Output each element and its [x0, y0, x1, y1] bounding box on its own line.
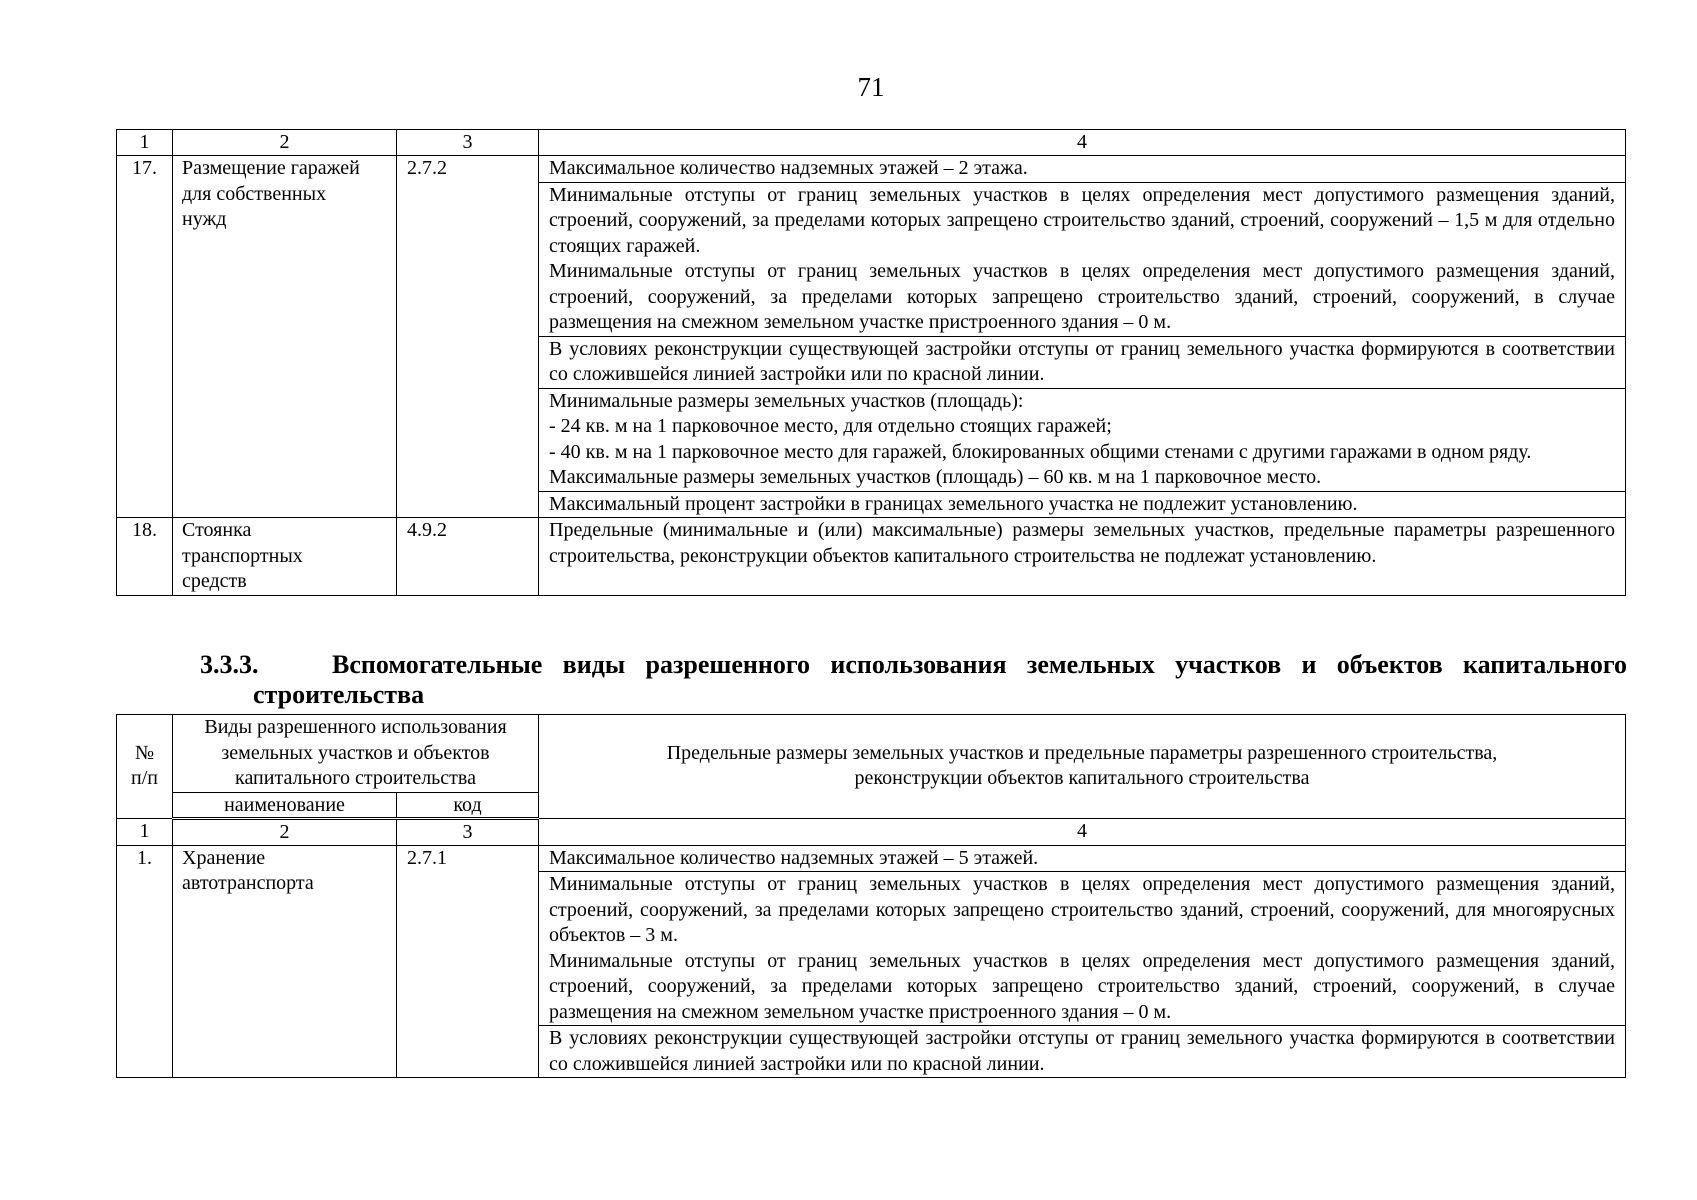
- parameter-cell: Максимальное количество надземных этажей – 5 этажей.: [539, 845, 1626, 872]
- header-number: [117, 715, 173, 819]
- table-row: [117, 156, 1626, 183]
- header-parameters-line: Предельные размеры земельных участков и предельные параметры разрешенного строительства,: [666, 741, 1498, 764]
- column-index-3: 3: [397, 130, 539, 156]
- parameter-paragraph: Минимальные отступы от границ земельных участков в целях определения мест допустимого размещения зданий, строений, сооружений, за пределами которых запрещено строительство зданий, строений, сооружений, в случае размещения на смежном земельном участке пристроенного здания – 0 м.: [549, 949, 1616, 1023]
- row-number: 1.: [117, 845, 173, 1078]
- parameter-cell: Предельные (минимальные и (или) максимальные) размеры земельных участков, предельные параметры разрешенного строительства, реконструкции объектов капитального строительства не подлежат установлению.: [539, 518, 1626, 596]
- use-type-name-line: Стоянка: [182, 519, 252, 541]
- page-number: 71: [857, 72, 885, 102]
- row-number: 18.: [117, 518, 173, 596]
- header-use-types: [173, 715, 539, 793]
- column-index-1: 1: [117, 818, 173, 845]
- header-parameters-line: реконструкции объектов капитального строительства: [854, 767, 1310, 790]
- parameter-cell: Максимальный процент застройки в границах земельного участка не подлежит установлению.: [539, 491, 1626, 518]
- use-type-name-line: нужд: [182, 208, 227, 230]
- parameter-cell: В условиях реконструкции существующей застройки отступы от границ земельного участка формируются в соответствии со сложившейся линией застройки или по красной линии.: [539, 336, 1626, 388]
- use-type-name: [173, 845, 397, 1078]
- parameter-cell: [539, 872, 1626, 1026]
- parameter-paragraph: - 40 кв. м на 1 парковочное место для гаражей, блокированных общими стенами с другими гаражами в одном ряду.: [549, 440, 1532, 463]
- parameter-cell: [539, 182, 1626, 336]
- row-number: 17.: [117, 156, 173, 518]
- parameter-cell: В условиях реконструкции существующей застройки отступы от границ земельного участка формируются в соответствии со сложившейся линией застройки или по красной линии.: [539, 1026, 1626, 1078]
- parameter-paragraph: - 24 кв. м на 1 парковочное место, для отдельно стоящих гаражей;: [549, 415, 1112, 437]
- parameter-cell: [539, 388, 1626, 491]
- use-type-name: [173, 156, 397, 518]
- column-index-row: [117, 130, 1626, 156]
- section-title-line1: Вспомогательные виды разрешенного использования земельных участков и объектов капитального: [332, 650, 1627, 679]
- header-number-line: п/п: [131, 767, 158, 790]
- parameter-paragraph: Минимальные отступы от границ земельных участков в целях определения мест допустимого размещения зданий, строений, сооружений, за пределами которых запрещено строительство зданий, строений, сооружений, для многоярусных объектов – 3 м.: [549, 873, 1616, 946]
- parameter-paragraph: Максимальные размеры земельных участков (площадь) – 60 кв. м на 1 парковочное место.: [549, 466, 1322, 488]
- use-type-name-line: Хранение: [182, 846, 266, 869]
- use-type-code: 2.7.1: [397, 845, 539, 1078]
- parameter-cell: Максимальное количество надземных этажей – 2 этажа.: [539, 156, 1626, 183]
- column-index-2: 2: [173, 818, 397, 845]
- column-index-row: [117, 818, 1626, 845]
- header-name: наименование: [173, 792, 397, 818]
- use-type-name: [173, 518, 397, 596]
- header-use-types-line: земельных участков и объектов: [221, 741, 490, 764]
- use-type-name-line: автотранспорта: [182, 872, 314, 894]
- column-index-1: 1: [117, 130, 173, 156]
- header-number-line: №: [134, 741, 155, 764]
- table-row: [117, 845, 1626, 872]
- use-type-name-line: средств: [182, 570, 247, 592]
- use-type-name-line: Размещение гаражей: [182, 157, 360, 179]
- header-use-types-line: Виды разрешенного использования: [204, 716, 507, 738]
- use-type-name-line: для собственных: [182, 182, 327, 205]
- parameter-paragraph: Минимальные отступы от границ земельных участков в целях определения мест допустимого размещения зданий, строений, сооружений, за пределами которых запрещено строительство зданий, строений, сооружений – 1,5 м для отдельно стоящих гаражей.: [549, 183, 1615, 257]
- column-index-4: 4: [539, 130, 1626, 156]
- table-header-row: [117, 715, 1626, 793]
- header-parameters: [539, 715, 1626, 819]
- column-index-3: 3: [397, 818, 539, 845]
- header-use-types-line: капитального строительства: [235, 767, 476, 789]
- section-heading-line1: [200, 650, 1627, 680]
- parameter-paragraph: Минимальные размеры земельных участков (площадь):: [549, 389, 1024, 412]
- section-number: 3.3.3.: [200, 650, 259, 679]
- use-type-code: 4.9.2: [397, 518, 539, 596]
- use-type-code: 2.7.2: [397, 156, 539, 518]
- top-regulations-table: [116, 129, 1626, 596]
- section-title-line2: строительства: [253, 680, 425, 709]
- section-heading: [200, 650, 1627, 710]
- column-index-4: 4: [539, 818, 1626, 845]
- column-index-2: 2: [173, 130, 397, 156]
- auxiliary-uses-table: [116, 714, 1626, 1078]
- parameter-paragraph: Минимальные отступы от границ земельных участков в целях определения мест допустимого размещения зданий, строений, сооружений, за пределами которых запрещено строительство зданий, строений, сооружений, в случае размещения на смежном земельном участке пристроенного здания – 0 м.: [549, 260, 1615, 333]
- table-row: [117, 518, 1626, 596]
- header-code: код: [397, 792, 539, 818]
- use-type-name-line: транспортных: [182, 544, 303, 567]
